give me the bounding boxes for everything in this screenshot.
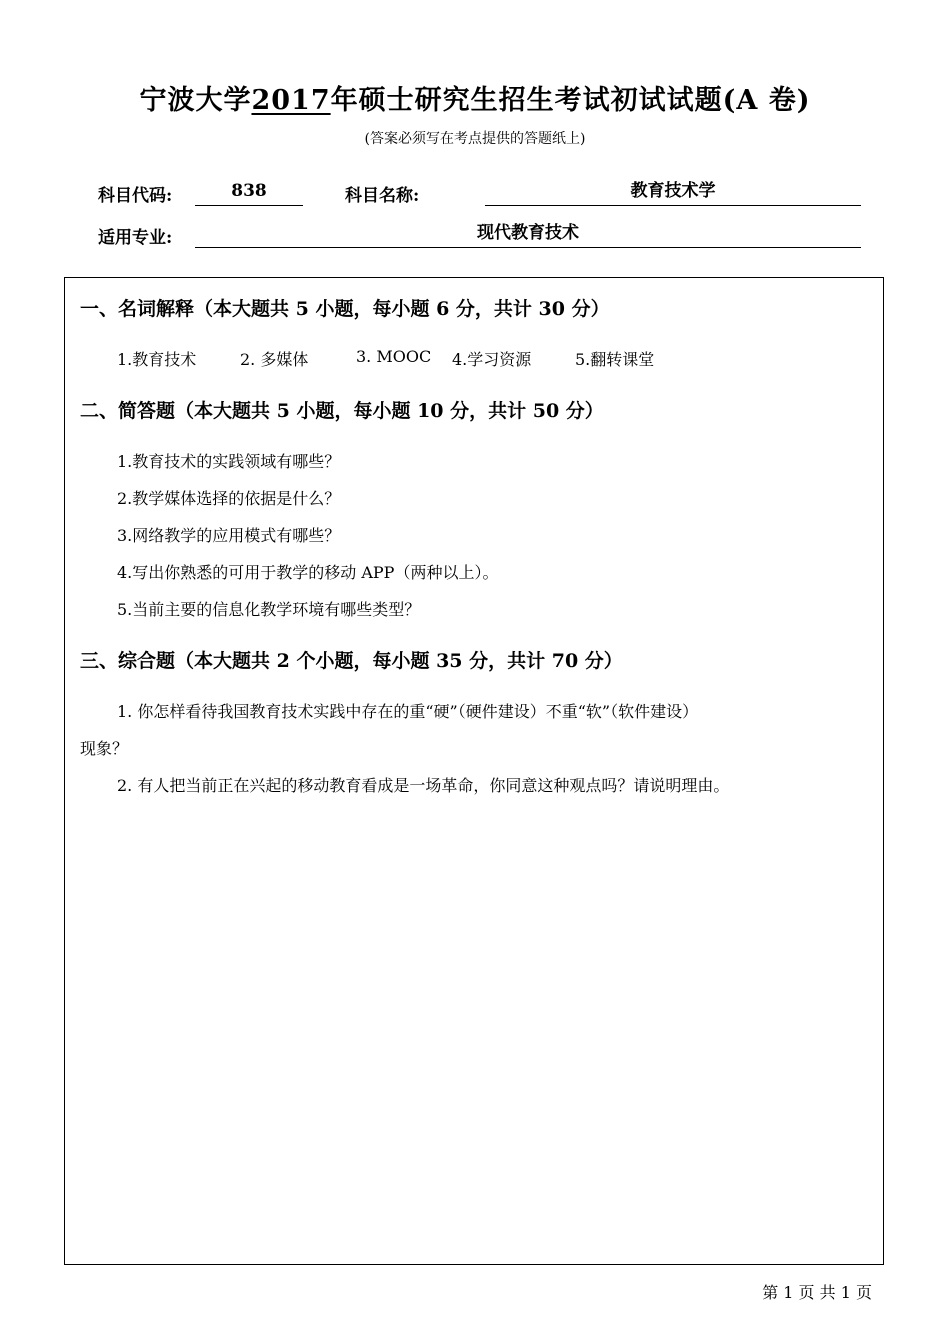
- short-question-4: 4.写出你熟悉的可用于教学的移动 APP（两种以上）。: [117, 563, 499, 582]
- essay-question-1-line2: 现象？: [80, 739, 129, 758]
- title-suffix: 年硕士研究生招生考试初试试题(A 卷): [330, 85, 811, 116]
- title-prefix: 宁波大学: [139, 85, 252, 116]
- subject-name-value: 教育技术学: [485, 177, 861, 206]
- major-value: 现代教育技术: [195, 219, 861, 248]
- term-2: 2. 多媒体: [240, 350, 309, 369]
- short-question-2: 2.教学媒体选择的依据是什么？: [117, 489, 341, 508]
- term-1: 1.教育技术: [117, 350, 197, 369]
- short-question-1: 1.教育技术的实践领域有哪些？: [117, 452, 341, 471]
- section1-title: 一、名词解释（本大题共 5 小题，每小题 6 分，共计 30 分）: [80, 298, 610, 320]
- term-3: 3. MOOC: [356, 347, 432, 366]
- section3-title: 三、综合题（本大题共 2 个小题，每小题 35 分，共计 70 分）: [80, 650, 623, 672]
- title-year: 2017: [251, 85, 331, 116]
- term-4: 4.学习资源: [452, 350, 532, 369]
- short-question-5: 5.当前主要的信息化教学环境有哪些类型？: [117, 600, 421, 619]
- question-frame: [64, 277, 884, 1265]
- subject-code-value: 838: [195, 177, 303, 206]
- page-number: 第 1 页 共 1 页: [762, 1283, 872, 1302]
- short-question-3: 3.网络教学的应用模式有哪些？: [117, 526, 341, 545]
- exam-title: [0, 78, 950, 117]
- essay-question-2: 2. 有人把当前正在兴起的移动教育看成是一场革命，你同意这种观点吗？请说明理由。: [117, 776, 730, 795]
- section2-title: 二、简答题（本大题共 5 小题，每小题 10 分，共计 50 分）: [80, 400, 604, 422]
- subject-code-label: 科目代码:: [98, 186, 173, 206]
- essay-question-1-line1: 1. 你怎样看待我国教育技术实践中存在的重“硬”（硬件建设）不重“软”（软件建设）: [117, 702, 699, 721]
- major-label: 适用专业:: [98, 228, 173, 248]
- exam-subtitle: (答案必须写在考点提供的答题纸上): [364, 131, 586, 147]
- subject-name-label: 科目名称:: [345, 186, 420, 206]
- term-5: 5.翻转课堂: [575, 350, 655, 369]
